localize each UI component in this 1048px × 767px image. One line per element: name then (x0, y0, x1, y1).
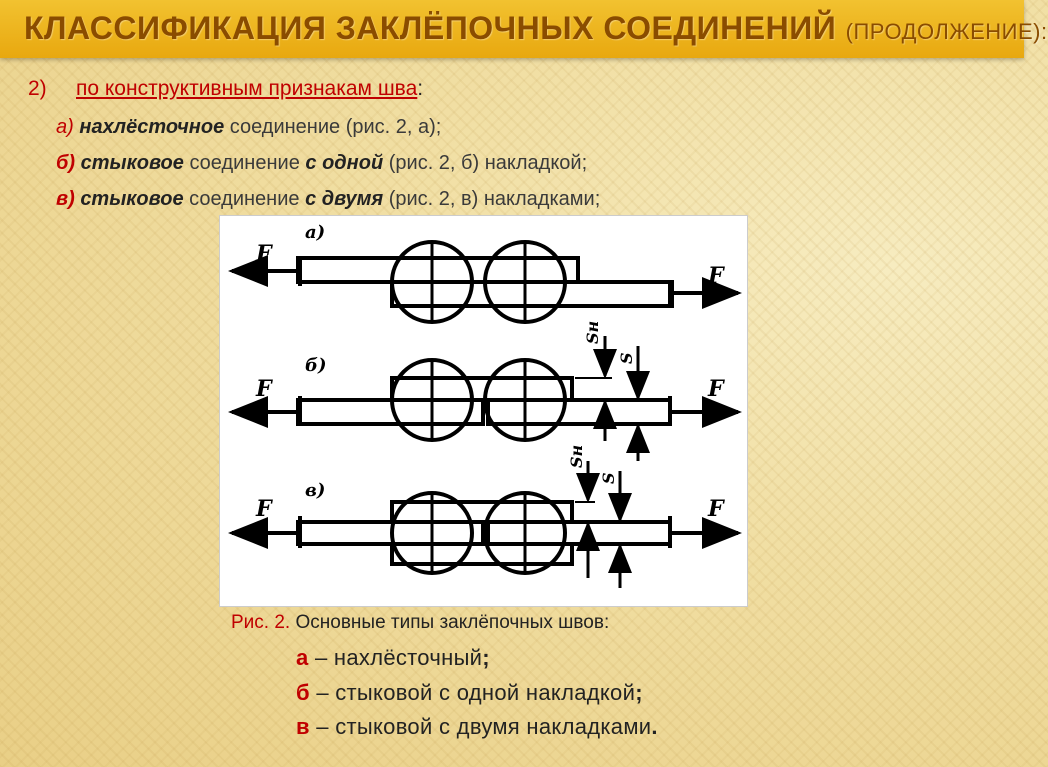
sub-item-extra: с двумя (305, 188, 384, 210)
caption-colon: : (603, 612, 610, 633)
sub-item-c (56, 188, 600, 211)
item-heading: по конструктивным признакам шва (76, 77, 418, 100)
figure-caption (231, 612, 609, 634)
item-number: 2) (28, 77, 47, 100)
sub-item-kind: нахлёсточное (79, 116, 225, 138)
caption-item-text: – нахлёсточный (314, 645, 483, 670)
bottom-cover-plate (392, 544, 572, 564)
force-label: F (708, 376, 724, 402)
sub-item-letter: в) (56, 188, 75, 210)
panel-label: а) (305, 222, 326, 243)
caption-text: Основные типы заклёпочных швов (295, 612, 604, 633)
caption-item-b (296, 680, 643, 706)
cover-plate (392, 378, 572, 400)
sub-item-b (56, 152, 587, 175)
rivet-joints-diagram (220, 216, 747, 606)
caption-item-text: – стыковой с двумя накладками (316, 714, 652, 739)
force-label: F (256, 496, 272, 522)
right-plate (488, 522, 670, 544)
right-plate (488, 400, 670, 424)
caption-letter: б (296, 680, 310, 705)
top-cover-plate (392, 502, 572, 522)
pad-thickness-label: Sн (583, 320, 602, 344)
sub-item-a (56, 116, 441, 139)
item-heading-colon: : (417, 77, 424, 100)
caption-item-end: ; (482, 645, 490, 670)
panel-a-lap-joint (232, 242, 738, 322)
sub-item-kind: стыковое (80, 188, 184, 210)
sub-item-rest: (рис. 2, в) накладками; (388, 188, 601, 210)
title-main: КЛАССИФИКАЦИЯ ЗАКЛЁПОЧНЫХ СОЕДИНЕНИЙ (24, 10, 837, 46)
sub-item-rest: (рис. 2, б) накладкой; (388, 152, 588, 174)
caption-letter: в (296, 714, 310, 739)
panel-label: в) (305, 480, 326, 501)
force-label: F (256, 241, 272, 267)
sub-item-mid: соединение (189, 188, 300, 210)
plate-thickness-label: S (599, 472, 618, 484)
sub-item-mid: соединение (189, 152, 300, 174)
upper-plate (298, 258, 578, 282)
lower-plate (392, 282, 672, 306)
force-label: F (256, 376, 272, 402)
caption-letter: а (296, 645, 309, 670)
force-label: F (708, 496, 724, 522)
sub-item-letter: б) (56, 152, 76, 174)
sub-item-kind: стыковое (80, 152, 184, 174)
caption-item-c (296, 714, 658, 740)
sub-item-extra: с одной (305, 152, 384, 174)
panel-label: б) (305, 355, 327, 376)
rivet-joints-figure (219, 215, 748, 607)
classification-item-2 (28, 77, 423, 101)
force-label: F (708, 263, 724, 289)
slide-title (24, 10, 1048, 47)
pad-thickness-label: Sн (567, 444, 586, 468)
title-sub: (ПРОДОЛЖЕНИЕ): (845, 19, 1048, 44)
caption-item-text: – стыковой с одной накладкой (316, 680, 636, 705)
caption-item-end: ; (635, 680, 643, 705)
caption-item-end: . (651, 714, 658, 739)
sub-item-letter: а) (56, 116, 74, 138)
sub-item-rest: соединение (рис. 2, а); (229, 116, 442, 138)
caption-item-a (296, 645, 490, 671)
title-bar (0, 0, 1048, 58)
caption-prefix: Рис. 2. (231, 612, 291, 633)
plate-thickness-label: S (617, 352, 636, 364)
